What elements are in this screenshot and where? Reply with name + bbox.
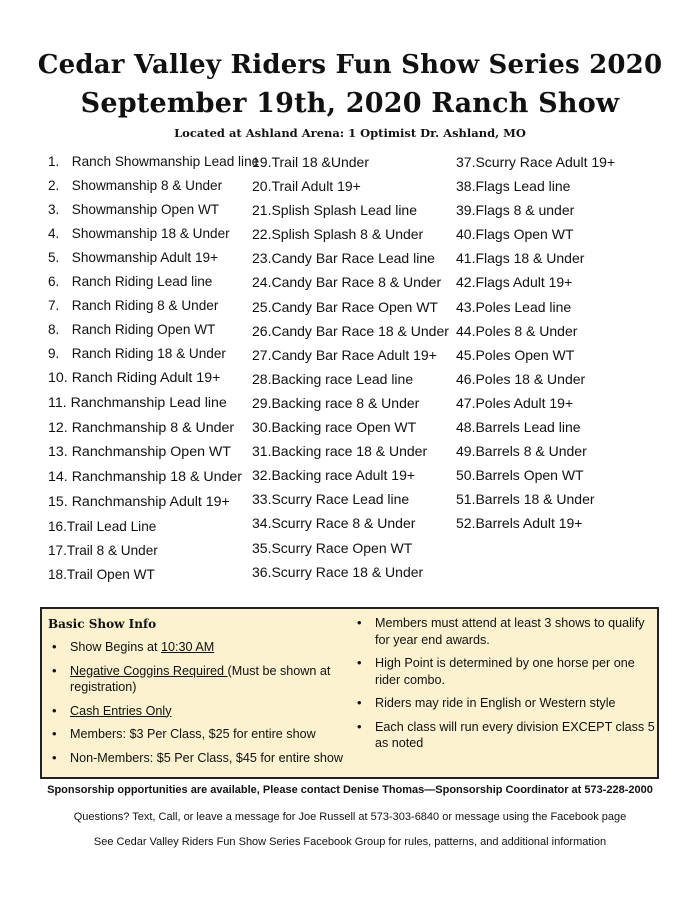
class-item: 52.Barrels Adult 19+ (456, 515, 583, 532)
class-item: 33.Scurry Race Lead line (252, 491, 410, 508)
class-item: 31.Backing race 18 & Under (252, 443, 428, 460)
class-item: 6. Ranch Riding Lead line (48, 274, 213, 289)
info-bullet: • Members: $3 Per Class, $25 for entire show (50, 726, 350, 743)
class-item: 2. Showmanship 8 & Under (48, 178, 223, 193)
class-item: 19.Trail 18 &Under (252, 154, 369, 170)
class-item: 13. Ranchmanship Open WT (48, 444, 231, 461)
info-bullet: • Non-Members: $5 Per Class, $45 for entire show (50, 750, 350, 767)
class-item: 47.Poles Adult 19+ (456, 394, 574, 411)
class-item: 32.Backing race Adult 19+ (252, 467, 416, 484)
class-item: 39.Flags 8 & under (456, 202, 575, 219)
class-item: 41.Flags 18 & Under (456, 250, 585, 267)
facebook-note: See Cedar Valley Riders Fun Show Series Facebook Group for rules, patterns, and additional information (93, 836, 607, 848)
info-bullet: • Members must attend at least 3 shows to qualify for year end awards. (355, 615, 655, 648)
class-item: 43.Poles Lead line (456, 298, 572, 315)
location-line: Located at Ashland Arena: 1 Optimist Dr. Ashland, MO (174, 126, 526, 140)
class-item: 5. Showmanship Adult 19+ (48, 250, 219, 265)
class-item: 46.Poles 18 & Under (456, 370, 586, 387)
class-item: 20.Trail Adult 19+ (252, 178, 361, 195)
class-item: 45.Poles Open WT (456, 346, 575, 363)
basic-show-info-box (40, 607, 659, 779)
class-item: 8. Ranch Riding Open WT (48, 322, 216, 337)
info-bullet: • Show Begins at 10:30 AM (50, 639, 350, 656)
class-item: 17.Trail 8 & Under (48, 542, 158, 558)
event-subtitle: September 19th, 2020 Ranch Show (80, 88, 620, 119)
info-left-list (50, 639, 350, 773)
class-item: 10. Ranch Riding Adult 19+ (48, 370, 221, 386)
class-item: 24.Candy Bar Race 8 & Under (252, 274, 442, 291)
class-item: 50.Barrels Open WT (456, 467, 584, 484)
class-item: 27.Candy Bar Race Adult 19+ (252, 346, 437, 363)
class-item: 12. Ranchmanship 8 & Under (48, 419, 235, 436)
class-item: 25.Candy Bar Race Open WT (252, 298, 438, 315)
class-item: 3. Showmanship Open WT (48, 202, 220, 217)
class-item: 9. Ranch Riding 18 & Under (48, 346, 226, 361)
class-list-column-1 (48, 150, 259, 587)
class-item: 15. Ranchmanship Adult 19+ (48, 493, 230, 510)
class-item: 21.Splish Splash Lead line (252, 202, 418, 219)
class-list-column-2 (252, 150, 449, 584)
info-heading: Basic Show Info (48, 617, 157, 631)
contact-note: Questions? Text, Call, or leave a message for Joe Russell at 573-303-6840 or message using the Facebook page (73, 811, 627, 823)
class-item: 22.Splish Splash 8 & Under (252, 226, 424, 243)
class-item: 29.Backing race 8 & Under (252, 394, 420, 411)
class-item: 38.Flags Lead line (456, 178, 571, 195)
class-item: 28.Backing race Lead line (252, 370, 414, 387)
info-right-list (355, 615, 655, 759)
sponsorship-note: Sponsorship opportunities are available, Please contact Denise Thomas—Sponsorship Coordinator at 573-228-2000 (47, 784, 653, 796)
class-item: 26.Candy Bar Race 18 & Under (252, 322, 449, 339)
class-item: 11. Ranchmanship Lead line (48, 394, 227, 411)
class-item: 16.Trail Lead Line (48, 518, 157, 534)
page-title: Cedar Valley Riders Fun Show Series 2020 (37, 50, 663, 80)
class-item: 37.Scurry Race Adult 19+ (456, 154, 616, 170)
class-item: 7. Ranch Riding 8 & Under (48, 298, 219, 313)
info-bullet: • High Point is determined by one horse per one rider combo. (355, 655, 655, 688)
class-item: 44.Poles 8 & Under (456, 322, 578, 339)
class-item: 36.Scurry Race 18 & Under (252, 563, 424, 580)
class-item: 49.Barrels 8 & Under (456, 443, 587, 460)
class-item: 30.Backing race Open WT (252, 419, 417, 436)
class-item: 42.Flags Adult 19+ (456, 274, 573, 291)
info-bullet: • Riders may ride in English or Western style (355, 695, 655, 712)
class-item: 35.Scurry Race Open WT (252, 539, 413, 556)
info-bullet: • Negative Coggins Required (Must be shown at registration) (50, 663, 350, 696)
class-item: 4. Showmanship 18 & Under (48, 226, 230, 241)
class-item: 14. Ranchmanship 18 & Under (48, 469, 243, 486)
class-item: 48.Barrels Lead line (456, 419, 581, 436)
info-bullet: • Each class will run every division EXCEPT class 5 as noted (355, 719, 655, 752)
info-bullet: • Cash Entries Only (50, 703, 350, 720)
class-item: 40.Flags Open WT (456, 226, 574, 243)
class-item: 23.Candy Bar Race Lead line (252, 250, 435, 267)
class-item: 1. Ranch Showmanship Lead line (48, 154, 260, 169)
class-item: 51.Barrels 18 & Under (456, 491, 595, 508)
class-item: 18.Trail Open WT (48, 566, 155, 582)
class-list-column-3 (456, 150, 615, 536)
class-item: 34.Scurry Race 8 & Under (252, 515, 416, 532)
